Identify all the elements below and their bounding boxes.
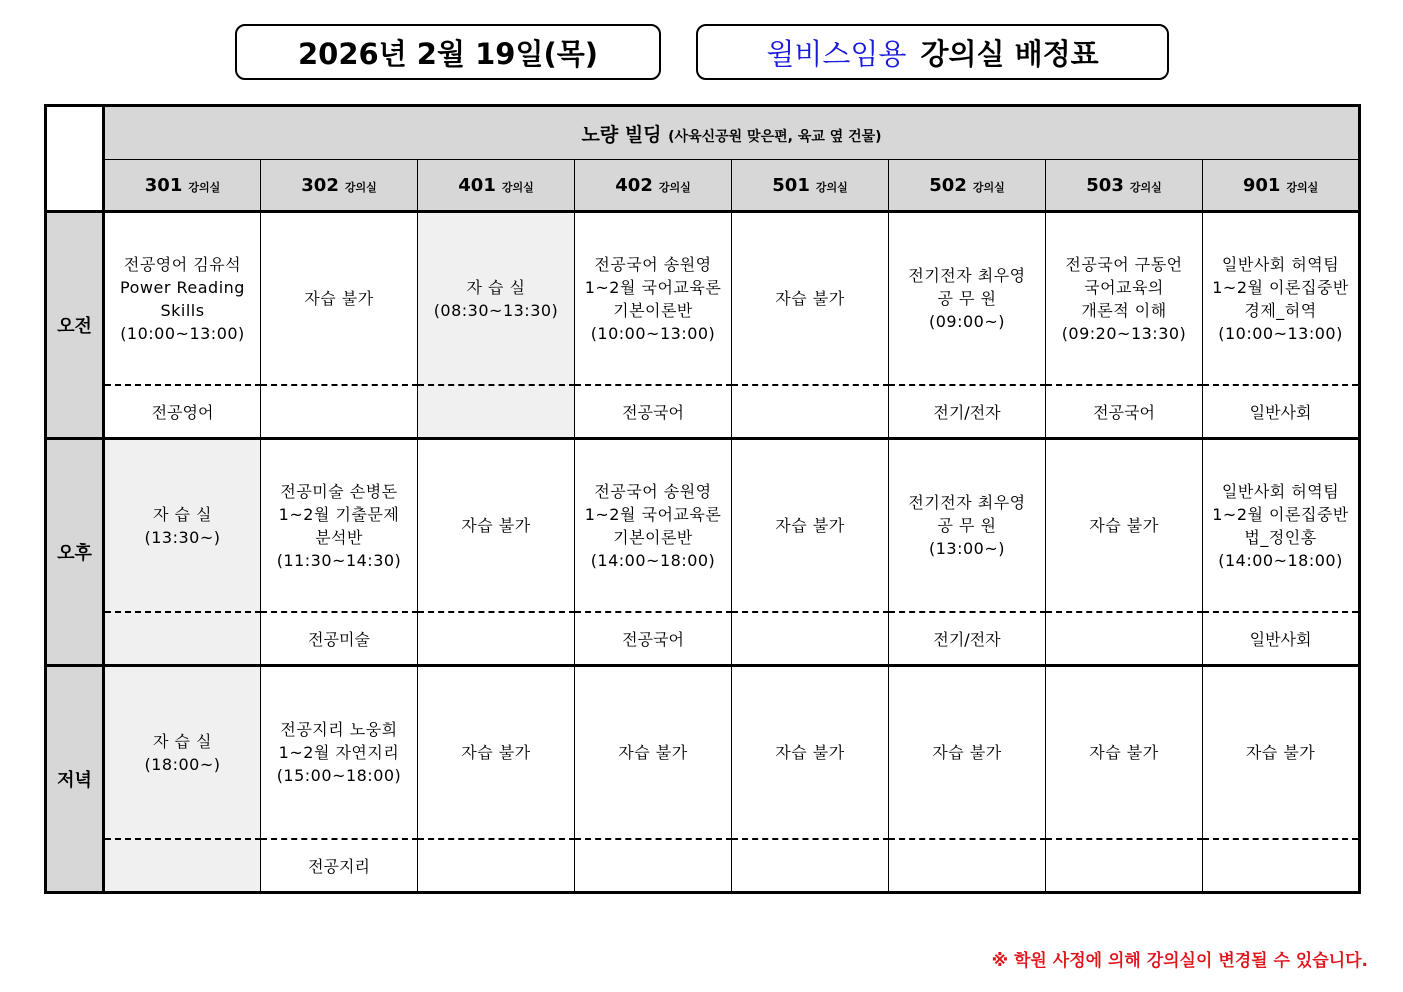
subject-cell: 일반사회 bbox=[1203, 385, 1360, 439]
period-row-subject bbox=[46, 385, 1360, 439]
subject-cell bbox=[261, 385, 418, 439]
class-info-line: 1~2월 이론집중반 bbox=[1212, 277, 1349, 297]
class-info-line: (13:30~) bbox=[144, 527, 221, 547]
class-info-line: (09:20~13:30) bbox=[1061, 323, 1187, 343]
room-number: 401 bbox=[458, 174, 496, 196]
class-info-line: 기본이론반 bbox=[613, 527, 693, 547]
room-suffix: 강의실 bbox=[344, 180, 377, 194]
period-row-subject bbox=[46, 839, 1360, 893]
class-info-line: (10:00~13:00) bbox=[590, 323, 716, 343]
subject-cell: 전공국어 bbox=[1046, 385, 1203, 439]
subject-cell bbox=[418, 385, 575, 439]
class-info-line: (15:00~18:00) bbox=[276, 766, 402, 785]
class-info-line: 국어교육의 bbox=[1084, 277, 1164, 297]
class-cell bbox=[104, 212, 261, 386]
date-title-box bbox=[235, 24, 661, 80]
room-number: 301 bbox=[144, 174, 183, 196]
subject-cell bbox=[889, 839, 1046, 893]
subject-cell bbox=[1203, 839, 1360, 893]
subject-cell: 전기/전자 bbox=[889, 612, 1046, 666]
class-info-line: 전공국어 구동언 bbox=[1065, 254, 1183, 274]
class-info-line: (13:00~) bbox=[929, 539, 1005, 558]
room-number: 503 bbox=[1086, 174, 1124, 196]
room-number: 502 bbox=[929, 174, 967, 196]
room-header-302 bbox=[261, 160, 418, 212]
building-name: 노량 빌딩 bbox=[581, 123, 662, 146]
room-suffix: 강의실 bbox=[815, 180, 848, 194]
class-info-line: 개론적 이해 bbox=[1081, 300, 1167, 320]
class-info-line: 자습 불가 bbox=[775, 516, 845, 535]
room-suffix: 강의실 bbox=[1286, 180, 1319, 194]
period-row-main bbox=[46, 212, 1360, 386]
subject-cell bbox=[104, 612, 261, 666]
subject-cell bbox=[732, 612, 889, 666]
subject-cell bbox=[418, 839, 575, 893]
class-cell bbox=[889, 666, 1046, 840]
subject-cell bbox=[1046, 839, 1203, 893]
class-info-line: 자 습 실 bbox=[152, 731, 213, 751]
class-info-line: 기본이론반 bbox=[613, 300, 693, 320]
room-header-501 bbox=[732, 160, 889, 212]
room-header-402 bbox=[575, 160, 732, 212]
room-suffix: 강의실 bbox=[1129, 180, 1162, 194]
class-info-line: 전공영어 김유석 bbox=[123, 254, 242, 274]
class-info-line: 자습 불가 bbox=[932, 743, 1002, 762]
subject-cell: 일반사회 bbox=[1203, 612, 1360, 666]
class-info-line: 자습 불가 bbox=[1245, 743, 1316, 762]
class-info-line: 자습 불가 bbox=[304, 289, 374, 308]
room-number: 402 bbox=[615, 174, 653, 196]
class-info-line: 전기전자 최우영 bbox=[908, 493, 1026, 512]
period-row-main bbox=[46, 666, 1360, 840]
class-info-line: 자습 불가 bbox=[461, 516, 531, 535]
class-info-line: 자습 불가 bbox=[618, 743, 688, 762]
period-label: 오후 bbox=[46, 439, 104, 666]
corner-cell bbox=[46, 106, 104, 212]
class-cell bbox=[418, 666, 575, 840]
class-info-line: 1~2월 국어교육론 bbox=[584, 277, 722, 297]
subject-cell bbox=[575, 839, 732, 893]
class-info-line: 자 습 실 bbox=[152, 504, 213, 524]
class-info-line: 분석반 bbox=[315, 527, 363, 547]
class-info-line: 전기전자 최우영 bbox=[908, 266, 1026, 285]
room-header-301 bbox=[104, 160, 261, 212]
class-cell bbox=[1046, 439, 1203, 613]
class-cell bbox=[261, 666, 418, 840]
class-info-line: 전공국어 송원영 bbox=[594, 481, 712, 501]
class-cell bbox=[1203, 439, 1360, 613]
class-cell bbox=[1203, 212, 1360, 386]
class-cell bbox=[575, 666, 732, 840]
class-info-line: Skills bbox=[160, 300, 205, 320]
class-info-line: (18:00~) bbox=[144, 754, 221, 774]
room-suffix: 강의실 bbox=[658, 180, 691, 194]
room-header-502 bbox=[889, 160, 1046, 212]
period-row-subject bbox=[46, 612, 1360, 666]
room-number: 901 bbox=[1242, 174, 1281, 196]
brand-name: 윌비스임용 bbox=[766, 36, 907, 71]
class-info-line: (10:00~13:00) bbox=[1218, 323, 1343, 343]
class-info-line: (11:30~14:30) bbox=[276, 550, 402, 570]
class-info-line: 전공지리 노웅희 bbox=[280, 720, 398, 739]
class-info-line: 일반사회 허역팀 bbox=[1221, 254, 1340, 274]
subject-cell: 전공영어 bbox=[104, 385, 261, 439]
class-info-line: (10:00~13:00) bbox=[120, 323, 245, 343]
change-notice: ※ 학원 사정에 의해 강의실이 변경될 수 있습니다. bbox=[991, 951, 1368, 971]
class-cell bbox=[732, 212, 889, 386]
room-suffix: 강의실 bbox=[501, 180, 534, 194]
class-info-line: 경제_허역 bbox=[1244, 300, 1317, 320]
period-label: 오전 bbox=[46, 212, 104, 439]
class-cell bbox=[104, 439, 261, 613]
classroom-schedule-table bbox=[44, 104, 1361, 894]
subject-cell: 전공지리 bbox=[261, 839, 418, 893]
class-info-line: 자습 불가 bbox=[775, 289, 845, 308]
class-info-line: 1~2월 기출문제 bbox=[278, 504, 400, 524]
class-info-line: 자습 불가 bbox=[1089, 516, 1159, 535]
class-info-line: (14:00~18:00) bbox=[1218, 550, 1343, 570]
class-cell bbox=[418, 212, 575, 386]
class-cell bbox=[1046, 666, 1203, 840]
class-info-line: 1~2월 이론집중반 bbox=[1212, 504, 1349, 524]
class-cell bbox=[261, 439, 418, 613]
building-note: (사육신공원 맞은편, 육교 옆 건물) bbox=[668, 128, 882, 145]
class-info-line: 공 무 원 bbox=[937, 289, 997, 308]
subject-cell: 전기/전자 bbox=[889, 385, 1046, 439]
class-cell bbox=[104, 666, 261, 840]
class-info-line: 법_정인홍 bbox=[1244, 527, 1317, 547]
class-cell bbox=[575, 439, 732, 613]
schedule-title: 강의실 배정표 bbox=[920, 36, 1099, 71]
class-info-line: 자습 불가 bbox=[775, 743, 845, 762]
class-cell bbox=[732, 666, 889, 840]
subject-cell bbox=[732, 385, 889, 439]
subject-cell: 전공국어 bbox=[575, 612, 732, 666]
subject-cell bbox=[104, 839, 261, 893]
subject-cell: 전공국어 bbox=[575, 385, 732, 439]
subject-cell: 전공미술 bbox=[261, 612, 418, 666]
class-info-line: 자습 불가 bbox=[461, 743, 531, 762]
class-info-line: 자습 불가 bbox=[1089, 743, 1159, 762]
class-info-line: (09:00~) bbox=[929, 312, 1005, 331]
room-header-901 bbox=[1203, 160, 1360, 212]
room-header-401 bbox=[418, 160, 575, 212]
subject-cell bbox=[1046, 612, 1203, 666]
room-suffix: 강의실 bbox=[972, 180, 1005, 194]
class-cell bbox=[732, 439, 889, 613]
room-number: 302 bbox=[301, 174, 339, 196]
class-info-line: (14:00~18:00) bbox=[590, 550, 716, 570]
room-header-row bbox=[46, 160, 1360, 212]
schedule-title-box bbox=[696, 24, 1169, 80]
class-info-line: 전공국어 송원영 bbox=[594, 254, 712, 274]
subject-cell bbox=[732, 839, 889, 893]
room-number: 501 bbox=[772, 174, 810, 196]
class-info-line: 1~2월 국어교육론 bbox=[584, 504, 722, 524]
class-info-line: (08:30~13:30) bbox=[433, 300, 559, 320]
class-cell bbox=[1203, 666, 1360, 840]
period-row-main bbox=[46, 439, 1360, 613]
room-header-503 bbox=[1046, 160, 1203, 212]
class-info-line: 1~2월 자연지리 bbox=[278, 743, 400, 762]
class-cell bbox=[575, 212, 732, 386]
class-cell bbox=[889, 439, 1046, 613]
class-info-line: 공 무 원 bbox=[937, 516, 997, 535]
class-info-line: 전공미술 손병돈 bbox=[280, 481, 398, 501]
class-cell bbox=[1046, 212, 1203, 386]
class-cell bbox=[418, 439, 575, 613]
room-suffix: 강의실 bbox=[188, 180, 221, 194]
class-info-line: 자 습 실 bbox=[466, 277, 526, 297]
class-cell bbox=[889, 212, 1046, 386]
period-label: 저녁 bbox=[46, 666, 104, 893]
schedule-date: 2026년 2월 19일(목) bbox=[297, 36, 598, 71]
building-header bbox=[104, 106, 1360, 160]
subject-cell bbox=[418, 612, 575, 666]
class-info-line: 일반사회 허역팀 bbox=[1221, 481, 1340, 501]
class-info-line: Power Reading bbox=[120, 277, 245, 297]
class-cell bbox=[261, 212, 418, 386]
